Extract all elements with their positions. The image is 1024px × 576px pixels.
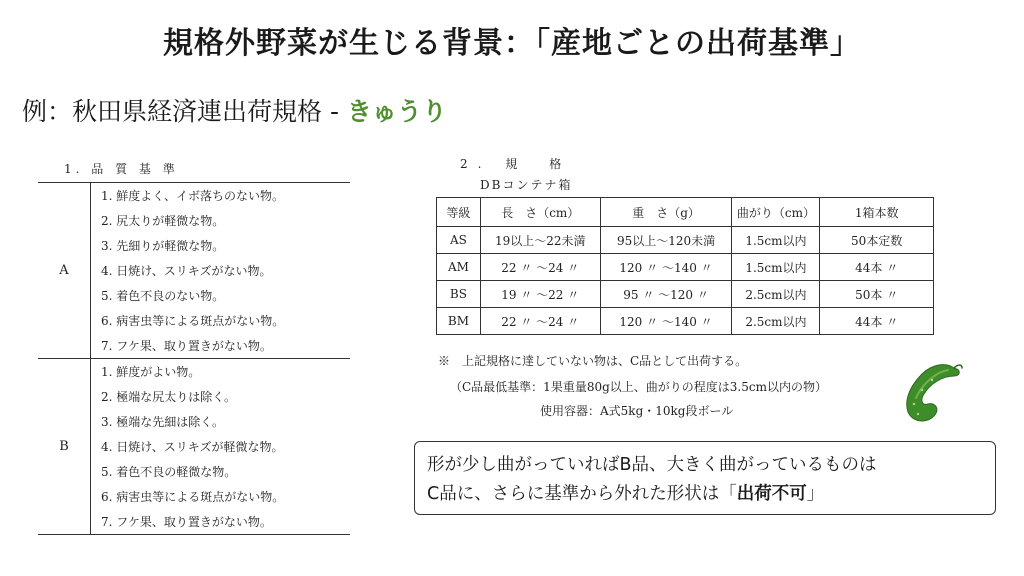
size-cell-count: 50本定数: [820, 227, 934, 254]
size-cell-count: 44本 〃: [820, 308, 934, 335]
size-cell-length: 22 〃 ～24 〃: [480, 308, 600, 335]
summary-line-2-prefix: C品に、さらに基準から外れた形状は「: [427, 484, 737, 504]
size-row: [437, 254, 934, 281]
size-heading: 2. 規 格: [460, 157, 572, 171]
quality-row: [38, 183, 350, 209]
quality-item: 3. 先細りが軽微な物。: [101, 239, 225, 253]
size-header-bend: 曲がり（cm）: [732, 198, 820, 227]
size-note-1: ※ 上記規格に達していない物は、C品として出荷する。: [438, 354, 748, 368]
quality-grade-b: B: [38, 359, 91, 535]
size-cell-bend: 1.5cm以内: [732, 227, 820, 254]
quality-item: 7. フケ果、取り置きがない物。: [91, 509, 351, 535]
page-title: 規格外野菜が生じる背景：「産地ごとの出荷基準」: [163, 26, 861, 61]
size-table-body: [437, 227, 934, 335]
quality-item: 6. 病害虫等による斑点がない物。: [101, 314, 285, 328]
quality-grade-a: A: [38, 183, 91, 359]
summary-callout: [414, 441, 996, 515]
size-note-2: （C品最低基準：1果重量80g以上、曲がりの程度は3.5cm以内の物）: [450, 380, 827, 394]
quality-item: 5. 着色不良の軽微な物。: [101, 465, 237, 479]
size-cell-length: 19以上～22未満: [480, 227, 600, 254]
size-row: [437, 308, 934, 335]
size-subheading: DBコンテナ箱: [480, 178, 573, 192]
size-table: [436, 197, 934, 335]
quality-row: [38, 359, 350, 385]
quality-item: 6. 病害虫等による斑点がない物。: [101, 490, 285, 504]
quality-item: 4. 日焼け、スリキズがない物。: [101, 264, 272, 278]
size-header-weight: 重 さ（g）: [600, 198, 732, 227]
quality-item: 4. 日焼け、スリキズが軽微な物。: [101, 440, 284, 454]
size-cell-count: 44本 〃: [820, 254, 934, 281]
size-cell-weight: 95以上～120未満: [600, 227, 732, 254]
size-header-length: 長 さ（cm）: [480, 198, 600, 227]
size-cell-length: 19 〃 ～22 〃: [480, 281, 600, 308]
quality-table-body: [38, 183, 350, 535]
subtitle-prefix: 例：秋田県経済連出荷規格 -: [22, 97, 347, 126]
subtitle-vegetable: きゅうり: [346, 97, 447, 126]
size-cell-weight: 95 〃 ～120 〃: [600, 281, 732, 308]
curved-cucumber-icon: [892, 360, 964, 426]
size-cell-grade: BS: [437, 281, 481, 308]
quality-item: 7. フケ果、取り置きがない物。: [91, 333, 351, 359]
size-cell-grade: BM: [437, 308, 481, 335]
summary-line-2-suffix: 」: [806, 484, 825, 504]
size-cell-bend: 2.5cm以内: [732, 308, 820, 335]
summary-line-1: 形が少し曲がっていればB品、大きく曲がっているものは: [427, 455, 877, 475]
size-cell-bend: 2.5cm以内: [732, 281, 820, 308]
size-cell-count: 50本 〃: [820, 281, 934, 308]
size-row: [437, 281, 934, 308]
quality-item: 1. 鮮度よく、イボ落ちのない物。: [91, 183, 351, 209]
quality-item: 3. 極端な先細は除く。: [101, 415, 225, 429]
quality-item: 2. 極端な尻太りは除く。: [101, 390, 237, 404]
size-cell-bend: 1.5cm以内: [732, 254, 820, 281]
quality-item: 2. 尻太りが軽微な物。: [101, 214, 225, 228]
size-header-count: 1箱本数: [820, 198, 934, 227]
size-cell-grade: AM: [437, 254, 481, 281]
subtitle: [22, 92, 447, 128]
size-row: [437, 227, 934, 254]
quality-heading: 1. 品 質 基 準: [64, 162, 179, 176]
size-header-grade: 等級: [437, 198, 481, 227]
size-cell-weight: 120 〃 ～140 〃: [600, 308, 732, 335]
quality-table: [38, 182, 350, 535]
size-cell-weight: 120 〃 ～140 〃: [600, 254, 732, 281]
size-cell-grade: AS: [437, 227, 481, 254]
size-cell-length: 22 〃 ～24 〃: [480, 254, 600, 281]
size-table-header-row: [437, 198, 934, 227]
size-note-3: 使用容器：A式5kg・10kg段ボール: [540, 404, 734, 418]
summary-not-shippable: 出荷不可: [736, 484, 807, 504]
summary-line-2: [427, 480, 983, 509]
quality-item: 5. 着色不良のない物。: [101, 289, 225, 303]
quality-item: 1. 鮮度がよい物。: [91, 359, 351, 385]
